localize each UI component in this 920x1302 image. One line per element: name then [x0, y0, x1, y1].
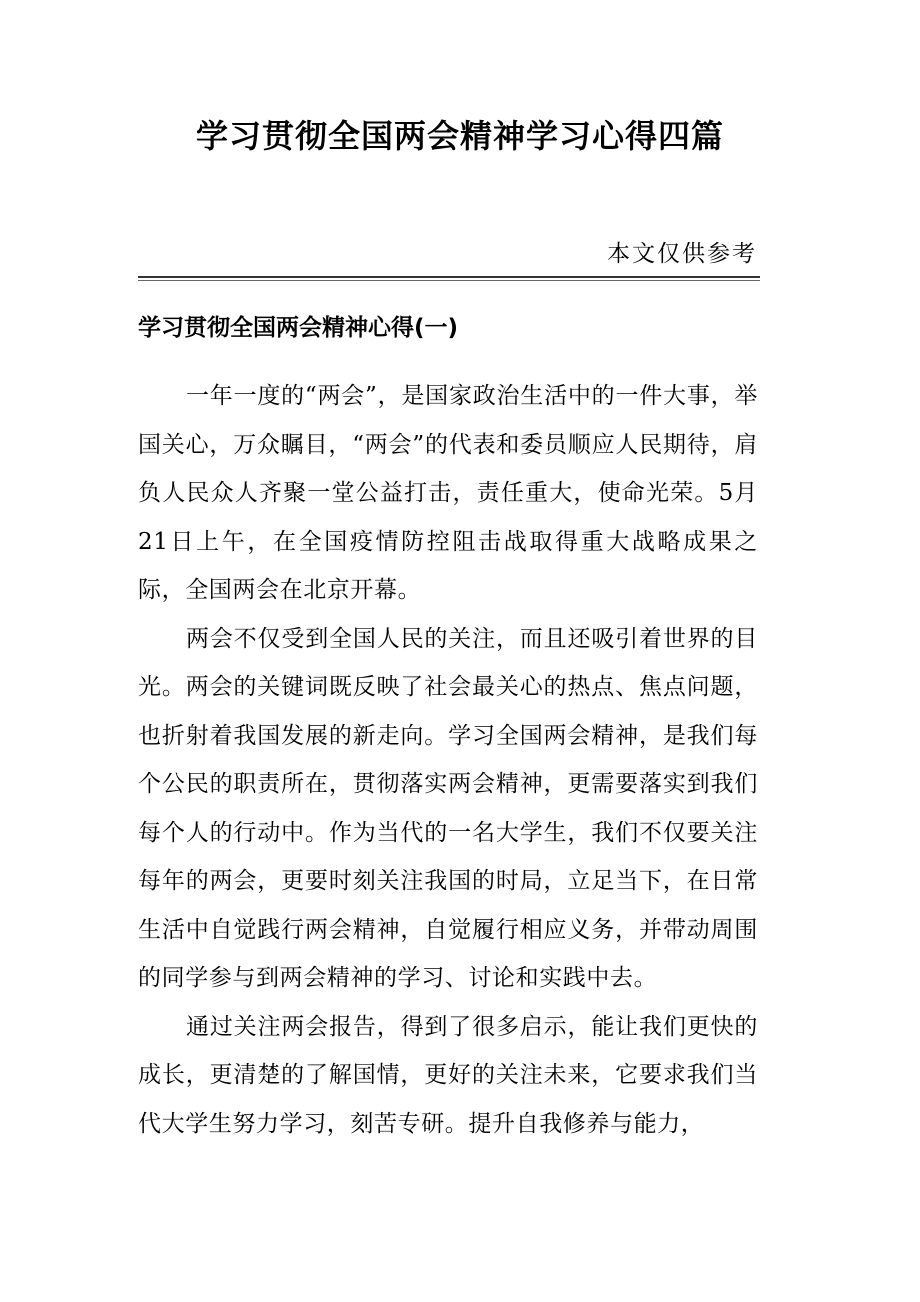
- reference-note: 本文仅供参考: [607, 241, 757, 267]
- header-divider-thick: [138, 276, 760, 278]
- header-divider-thin: [138, 280, 760, 281]
- body-paragraph: 一年一度的“两会”，是国家政治生活中的一件大事，举国关心，万众瞩目，“两会”的代表和委员顺应人民期待，肩负人民众人齐聚一堂公益打击，责任重大，使命光荣。5月21日上午，在全国疫情防控阻击战取得重大战略成果之际，全国两会在北京开幕。: [138, 383, 758, 603]
- section-body: [138, 372, 758, 1148]
- body-paragraph: 两会不仅受到全国人民的关注，而且还吸引着世界的目光。两会的关键词既反映了社会最关心的热点、焦点问题，也折射着我国发展的新走向。学习全国两会精神，是我们每个公民的职责所在，贯彻落实两会精神，更需要落实到我们每个人的行动中。作为当代的一名大学生，我们不仅要关注每年的两会，更要时刻关注我国的时局，立足当下，在日常生活中自觉践行两会精神，自觉履行相应义务，并带动周围的同学参与到两会精神的学习、讨论和实践中去。: [138, 625, 758, 991]
- body-paragraph: 通过关注两会报告，得到了很多启示，能让我们更快的成长，更清楚的了解国情，更好的关注未来，它要求我们当代大学生努力学习，刻苦专研。提升自我修养与能力，: [138, 1013, 758, 1137]
- section-heading: 学习贯彻全国两会精神心得(一): [138, 315, 459, 341]
- document-title: 学习贯彻全国两会精神学习心得四篇: [195, 117, 724, 155]
